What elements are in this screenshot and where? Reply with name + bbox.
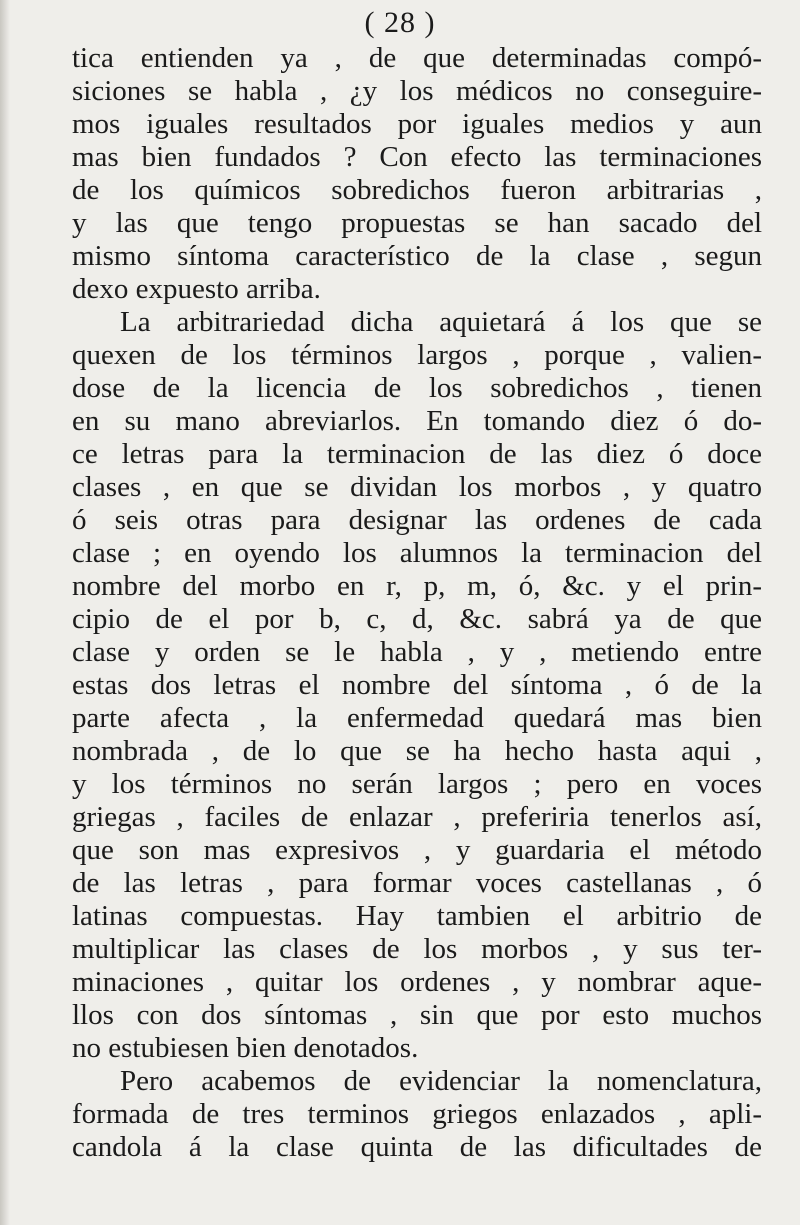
text-line: tica entienden ya , de que determinadas compó- [72,42,762,74]
text-line: formada de tres terminos griegos enlazados , apli- [72,1098,762,1130]
text-line: quexen de los términos largos , porque , valien- [72,339,762,371]
text-line: griegas , faciles de enlazar , preferiria tenerlos así, [72,801,762,833]
text-line: estas dos letras el nombre del síntoma , ó de la [72,669,762,701]
text-line: multiplicar las clases de los morbos , y sus ter- [72,933,762,965]
text-line: de los químicos sobredichos fueron arbitrarias , [72,174,762,206]
text-line: candola á la clase quinta de las dificultades de [72,1131,762,1163]
paragraph-end-line: no estubiesen bien denotados. [72,1032,419,1064]
page-number: ( 28 ) [364,6,436,39]
text-line: que son mas expresivos , y guardaria el método [72,834,762,866]
text-line: cipio de el por b, c, d, &c. sabrá ya de que [72,603,762,635]
paragraph-start-line: La arbitrariedad dicha aquietará á los que se [120,306,762,338]
text-line: mismo síntoma característico de la clase , segun [72,240,762,272]
body-text [72,42,762,1164]
text-line: nombre del morbo en r, p, m, ó, &c. y el prin- [72,570,762,602]
text-line: parte afecta , la enfermedad quedará mas bien [72,702,762,734]
paragraph-start-line: Pero acabemos de evidenciar la nomenclatura, [120,1065,762,1097]
text-line: minaciones , quitar los ordenes , y nombrar aque- [72,966,762,998]
text-line: dose de la licencia de los sobredichos , tienen [72,372,762,404]
text-line: llos con dos síntomas , sin que por esto muchos [72,999,762,1031]
text-line: ó seis otras para designar las ordenes de cada [72,504,762,536]
text-line: ce letras para la terminacion de las diez ó doce [72,438,762,470]
text-line: mos iguales resultados por iguales medios y aun [72,108,762,140]
page-edge-shadow [0,0,10,1225]
text-line: y los términos no serán largos ; pero en voces [72,768,762,800]
text-line: nombrada , de lo que se ha hecho hasta aqui , [72,735,762,767]
text-line: de las letras , para formar voces castellanas , ó [72,867,762,899]
text-line: siciones se habla , ¿y los médicos no conseguire- [72,75,762,107]
text-line: en su mano abreviarlos. En tomando diez ó do- [72,405,762,437]
text-line: clase y orden se le habla , y , metiendo entre [72,636,762,668]
text-line: y las que tengo propuestas se han sacado del [72,207,762,239]
text-line: clase ; en oyendo los alumnos la terminacion del [72,537,762,569]
text-line: latinas compuestas. Hay tambien el arbitrio de [72,900,762,932]
paragraph-end-line: dexo expuesto arriba. [72,273,321,305]
text-line: mas bien fundados ? Con efecto las terminaciones [72,141,762,173]
text-line: clases , en que se dividan los morbos , y quatro [72,471,762,503]
